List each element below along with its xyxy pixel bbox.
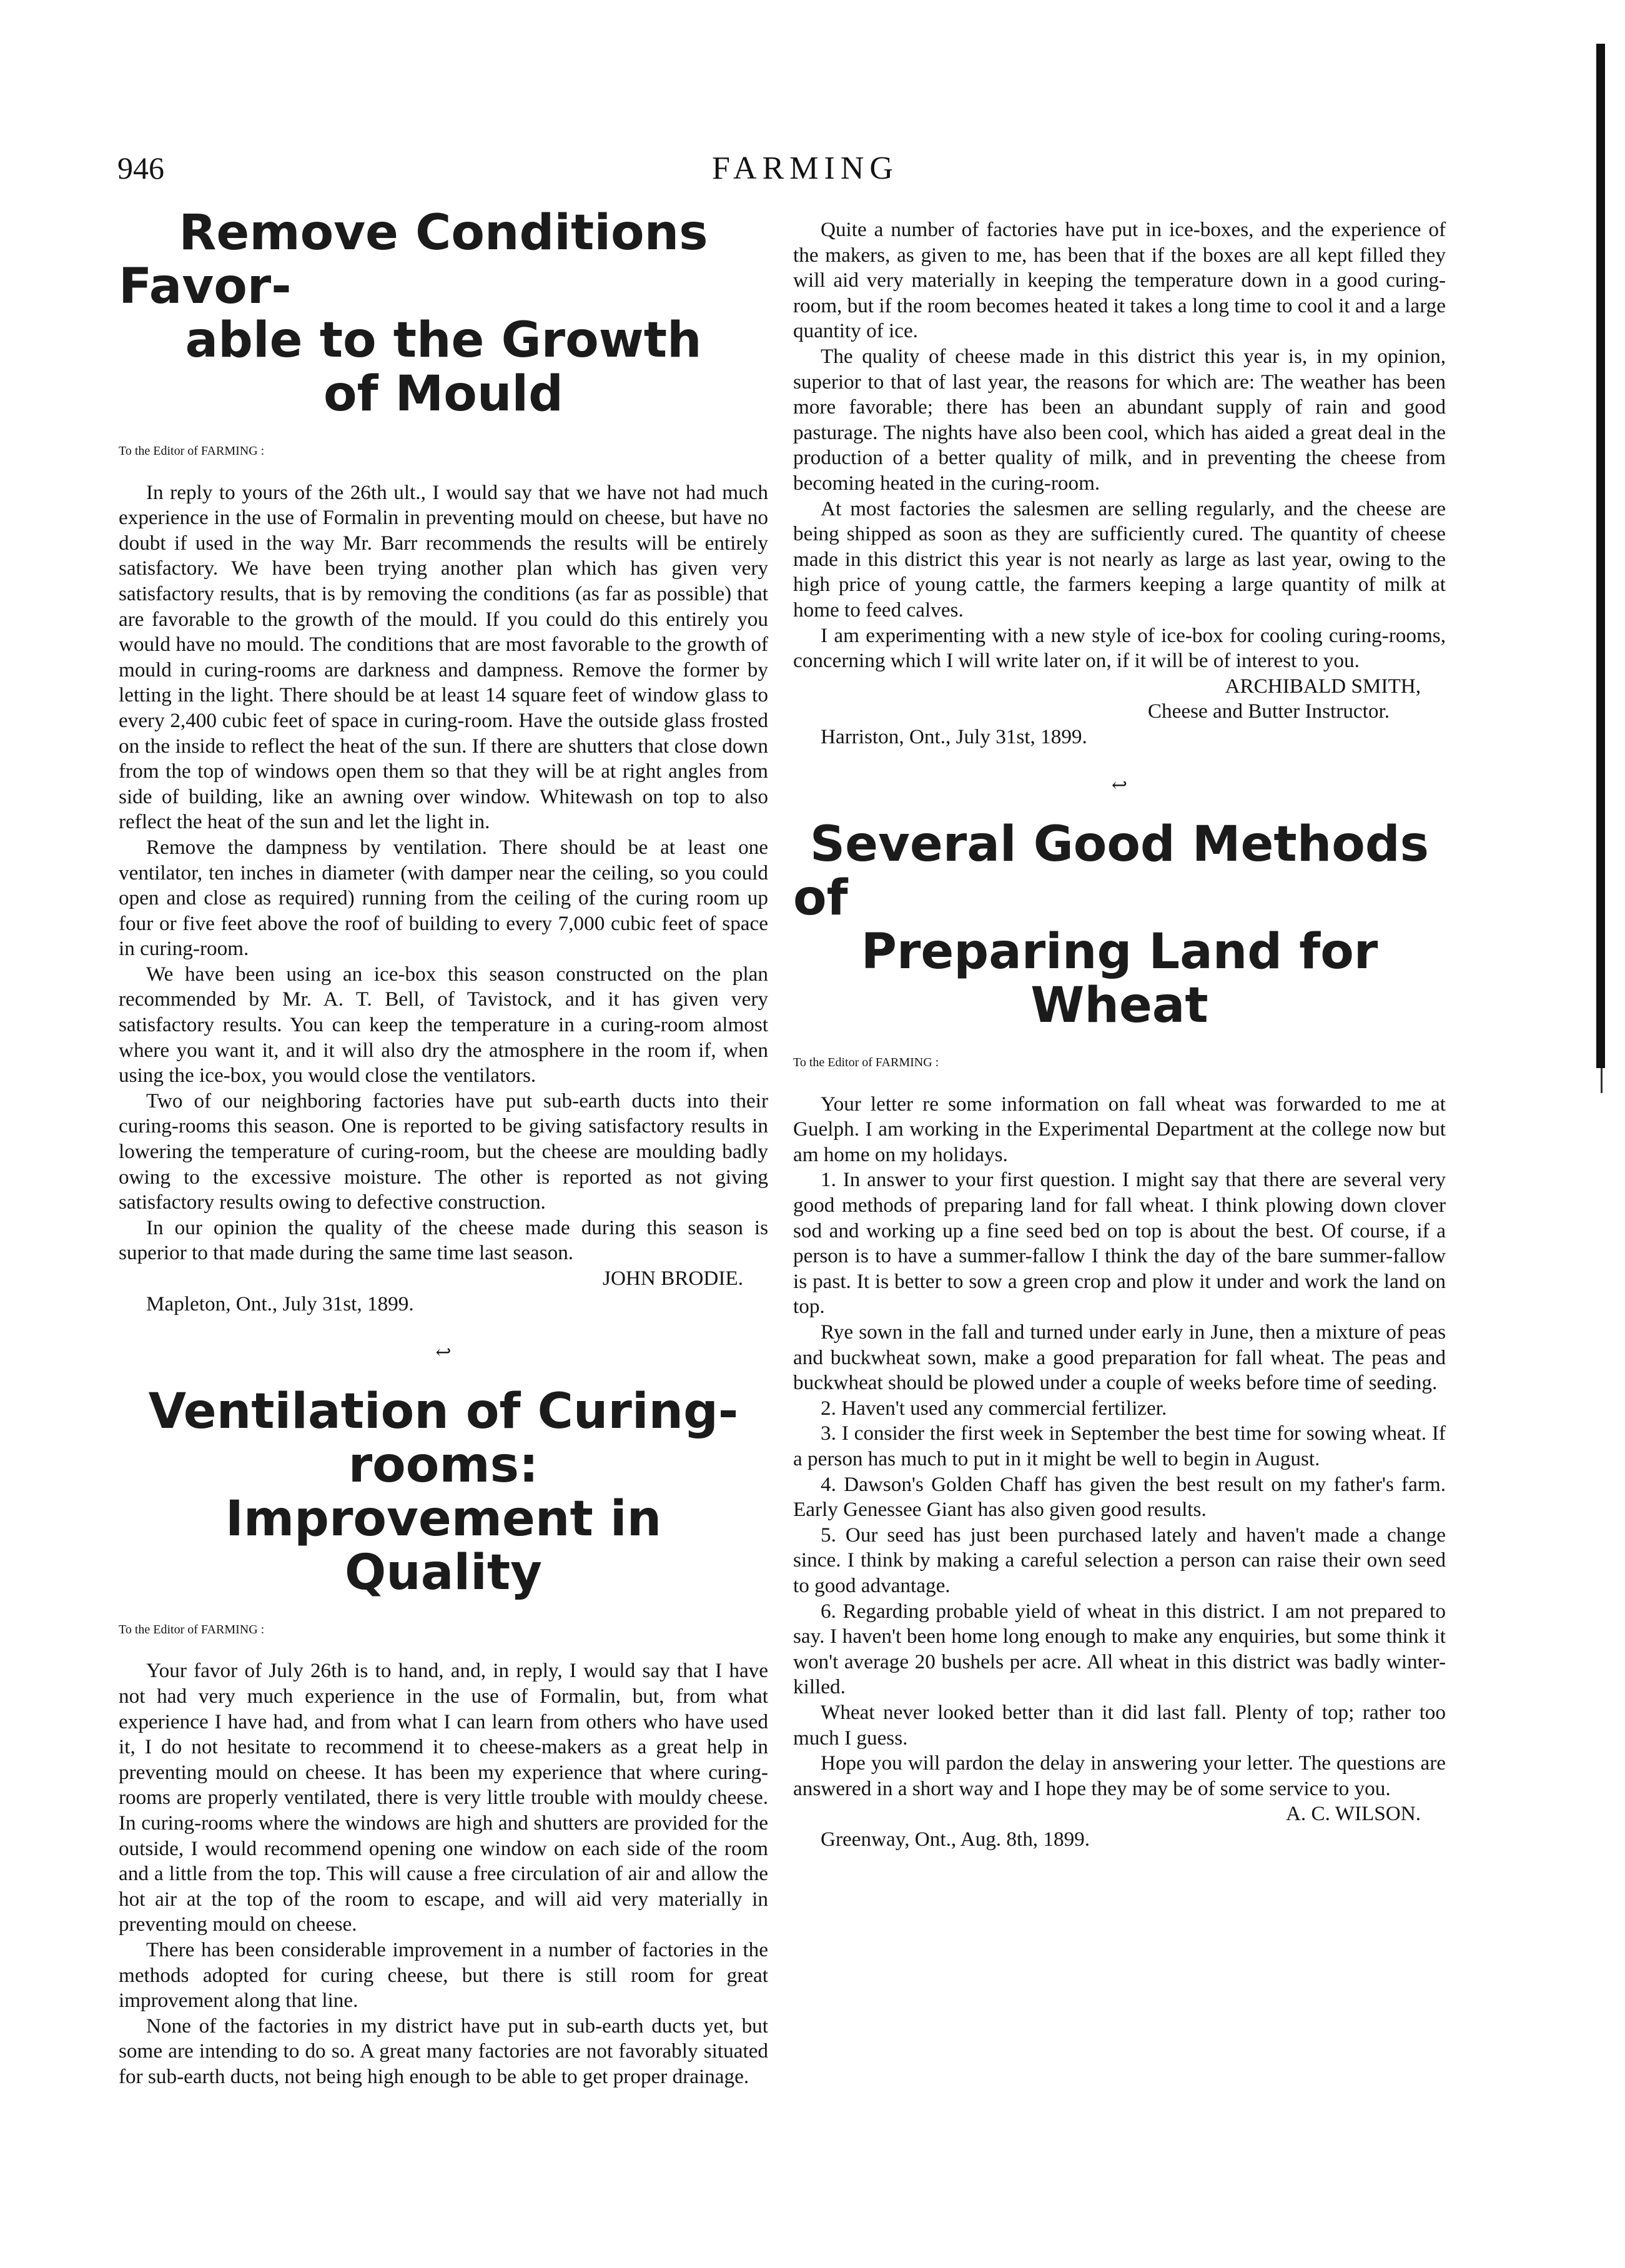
article3-paragraph: Your letter re some information on fall wheat was forwarded to me at Guelph. I am working in the Experimental Department at the college now but am home on my holidays.: [793, 1092, 1446, 1166]
article2-to-editor: To the Editor of FARMING :: [119, 1622, 265, 1637]
article1-paragraph: In reply to yours of the 26th ult., I would say that we have not had much experience in the use of Formalin in preventing mould on cheese, but have no doubt if used in the way Mr. Barr recommends the results will be entirely satisfactory. We have been trying another plan which has given very satisfactory results, that is by removing the conditions (as far as possible) that are favorable to the growth of the mould. If you could do this entirely you would have no mould. The conditions that are most favorable to the growth of mould in curing-rooms are darkness and dampness. Remove the former by letting in the light. There should be at least 14 square feet of window glass to every 2,400 cubic feet of space in curing-room. Have the outside glass frosted on the inside to reflect the heat of the sun. If there are shutters that close down from the top of windows open them so that they will be at right angles from side of building, like an awning over window. Whitewash on top to also reflect the heat of the sun and let the light in.: [119, 480, 768, 834]
article1-paragraph: Remove the dampness by ventilation. There should be at least one ventilator, ten inches in diameter (with damper near the ceiling, so you could open and close as required) running from the ceiling of the curing room up four or five feet above the roof of building to every 7,000 cubic feet of space in curing-room.: [119, 835, 768, 961]
article1-title-line1: Remove Conditions Favor-: [119, 205, 708, 315]
right-column: [793, 217, 1446, 1852]
article3-paragraph: 5. Our seed has just been purchased lately and haven't made a change since. I think by making a careful selection a person can raise their own seed to good advantage.: [793, 1523, 1446, 1597]
article3-paragraph: Hope you will pardon the delay in answering your letter. The questions are answered in a short way and I hope they may be of some service to you.: [793, 1751, 1446, 1800]
article2-paragraph: Your favor of July 26th is to hand, and, in reply, I would say that I have not had very much experience in the use of Formalin, but, from what experience I have had, and from what I can learn from others who have used it, I do not hesitate to recommend it to cheese-makers as a great help in preventing mould on cheese. It has been my experience that where curing-rooms are properly ventilated, there is very little trouble with mouldy cheese. In curing-rooms where the windows are high and shutters are provided for the outside, I would recommend opening one window on each side of the room and a little from the top. This will cause a free circulation of air and allow the hot air at the top of the room to escape, and will aid very materially in preventing mould on cheese.: [119, 1659, 768, 1936]
article3-paragraph: Rye sown in the fall and turned under early in June, then a mixture of peas and buckwheat sown, make a good preparation for fall wheat. The peas and buckwheat should be plowed under a couple of weeks before time of seeding.: [793, 1320, 1446, 1395]
running-title: FARMING: [712, 151, 899, 186]
article3-title-line1: Several Good Methods of: [793, 816, 1430, 927]
article3-paragraph: Wheat never looked better than it did last fall. Plenty of top; rather too much I guess.: [793, 1700, 1446, 1750]
article2-title-line1: Ventilation of Curing-rooms:: [148, 1383, 739, 1493]
article3-title-line2: Preparing Land for Wheat: [861, 924, 1378, 1034]
article3-to-editor: To the Editor of FARMING :: [793, 1056, 939, 1070]
page-edge-line: [1601, 1068, 1603, 1093]
article1-place-date: Mapleton, Ont., July 31st, 1899.: [146, 1292, 414, 1315]
article1-title: [119, 206, 768, 421]
article3-paragraph: 6. Regarding probable yield of wheat in this district. I am not prepared to say. I haven't been home long enough to make any enquiries, but some think it won't average 20 bushels per acre. All wheat in this district was badly winter-killed.: [793, 1599, 1446, 1699]
article3-signature: A. C. WILSON.: [1285, 1802, 1421, 1826]
article2-paragraph: None of the factories in my district have put in sub-earth ducts yet, but some are intending to do so. A great many factories are not favorably situated for sub-earth ducts, not being high enough to be able to get proper drainage.: [119, 2014, 768, 2088]
article2-paragraph: Quite a number of factories have put in ice-boxes, and the experience of the makers, as given to me, has been that if the boxes are all kept filled they will aid very materially in keeping the temperature down in a good curing-room, but if the room becomes heated it takes a long time to cool it and a large quantity of ice.: [793, 218, 1446, 343]
article2-paragraph: There has been considerable improvement in a number of factories in the methods adopted for curing cheese, but there is still room for great improvement along that line.: [119, 1938, 768, 2013]
article3-paragraph: 2. Haven't used any commercial fertilizer.: [821, 1396, 1167, 1420]
ornament-divider: ↩: [435, 1342, 452, 1364]
article1-paragraph: Two of our neighboring factories have put sub-earth ducts into their curing-rooms this season. One is reported to be giving satisfactory results in lowering the temperature of curing-room, but the cheese are moulding badly owing to the excessive moisture. The other is reported as not giving satisfactory results owing to defective construction.: [119, 1089, 768, 1214]
article1-signature: JOHN BRODIE.: [603, 1267, 743, 1290]
page-edge-bar: [1596, 44, 1605, 1068]
article1-title-line3: of Mould: [324, 366, 563, 422]
article3-title: [793, 818, 1446, 1032]
article3-paragraph: 1. In answer to your first question. I might say that there are several very good methods of preparing land for fall wheat. I think plowing down clover sod and working up a fine seed bed on top is about the best. Of course, if a person is to have a summer-fallow I think the day of the bare summer-fallow is past. It is better to sow a green crop and plow it under and work the land on top.: [793, 1168, 1446, 1319]
article2-signature: ARCHIBALD SMITH,: [1225, 674, 1421, 698]
article1-paragraph: In our opinion the quality of the cheese made during this season is superior to that made during the same time last season.: [119, 1216, 768, 1265]
article1-title-line2: able to the Growth: [185, 312, 702, 369]
article2-paragraph: I am experimenting with a new style of ice-box for cooling curing-rooms, concerning which I will write later on, if it will be of interest to you.: [793, 623, 1446, 673]
article2-paragraph: The quality of cheese made in this district this year is, in my opinion, superior to that of last year, the reasons for which are: The weather has been more favorable; there has been an abundant supply of rain and good pasturage. The nights have also been cool, which has aided a great deal in the production of a better quality of milk, and in preventing the cheese from becoming heated in the curing-room.: [793, 344, 1446, 495]
ornament-divider: ↩: [1111, 775, 1128, 796]
article3-place-date: Greenway, Ont., Aug. 8th, 1899.: [821, 1827, 1090, 1851]
article2-paragraph: At most factories the salesmen are selling regularly, and the cheese are being shipped as soon as they are sufficiently cured. The quantity of cheese made in this district this year is not nearly as large as last year, owing to the high price of young cattle, the farmers keeping a large quantity of milk at home to feed calves.: [793, 497, 1446, 621]
article2-title: [119, 1385, 768, 1600]
article1-paragraph: We have been using an ice-box this season constructed on the plan recommended by Mr. A. T. Bell, of Tavistock, and it has given very satisfactory results. You can keep the temperature in a curing-room almost where you want it, and it will also dry the atmosphere in the room if, when using the ice-box, you would close the ventilators.: [119, 962, 768, 1087]
page-number: 946: [117, 151, 164, 186]
article3-paragraph: 3. I consider the first week in September the best time for sowing wheat. If a person has much to put in it might be well to begin in August.: [793, 1422, 1446, 1470]
left-column: [119, 206, 768, 2089]
article2-title-line2: Improvement in Quality: [225, 1490, 662, 1601]
article2-place-date: Harriston, Ont., July 31st, 1899.: [821, 725, 1087, 748]
article2-signature-title: Cheese and Butter Instructor.: [1147, 700, 1390, 723]
article3-paragraph: 4. Dawson's Golden Chaff has given the best result on my father's farm. Early Genessee Giant has also given good results.: [793, 1472, 1446, 1522]
article1-to-editor: To the Editor of FARMING :: [119, 444, 265, 458]
